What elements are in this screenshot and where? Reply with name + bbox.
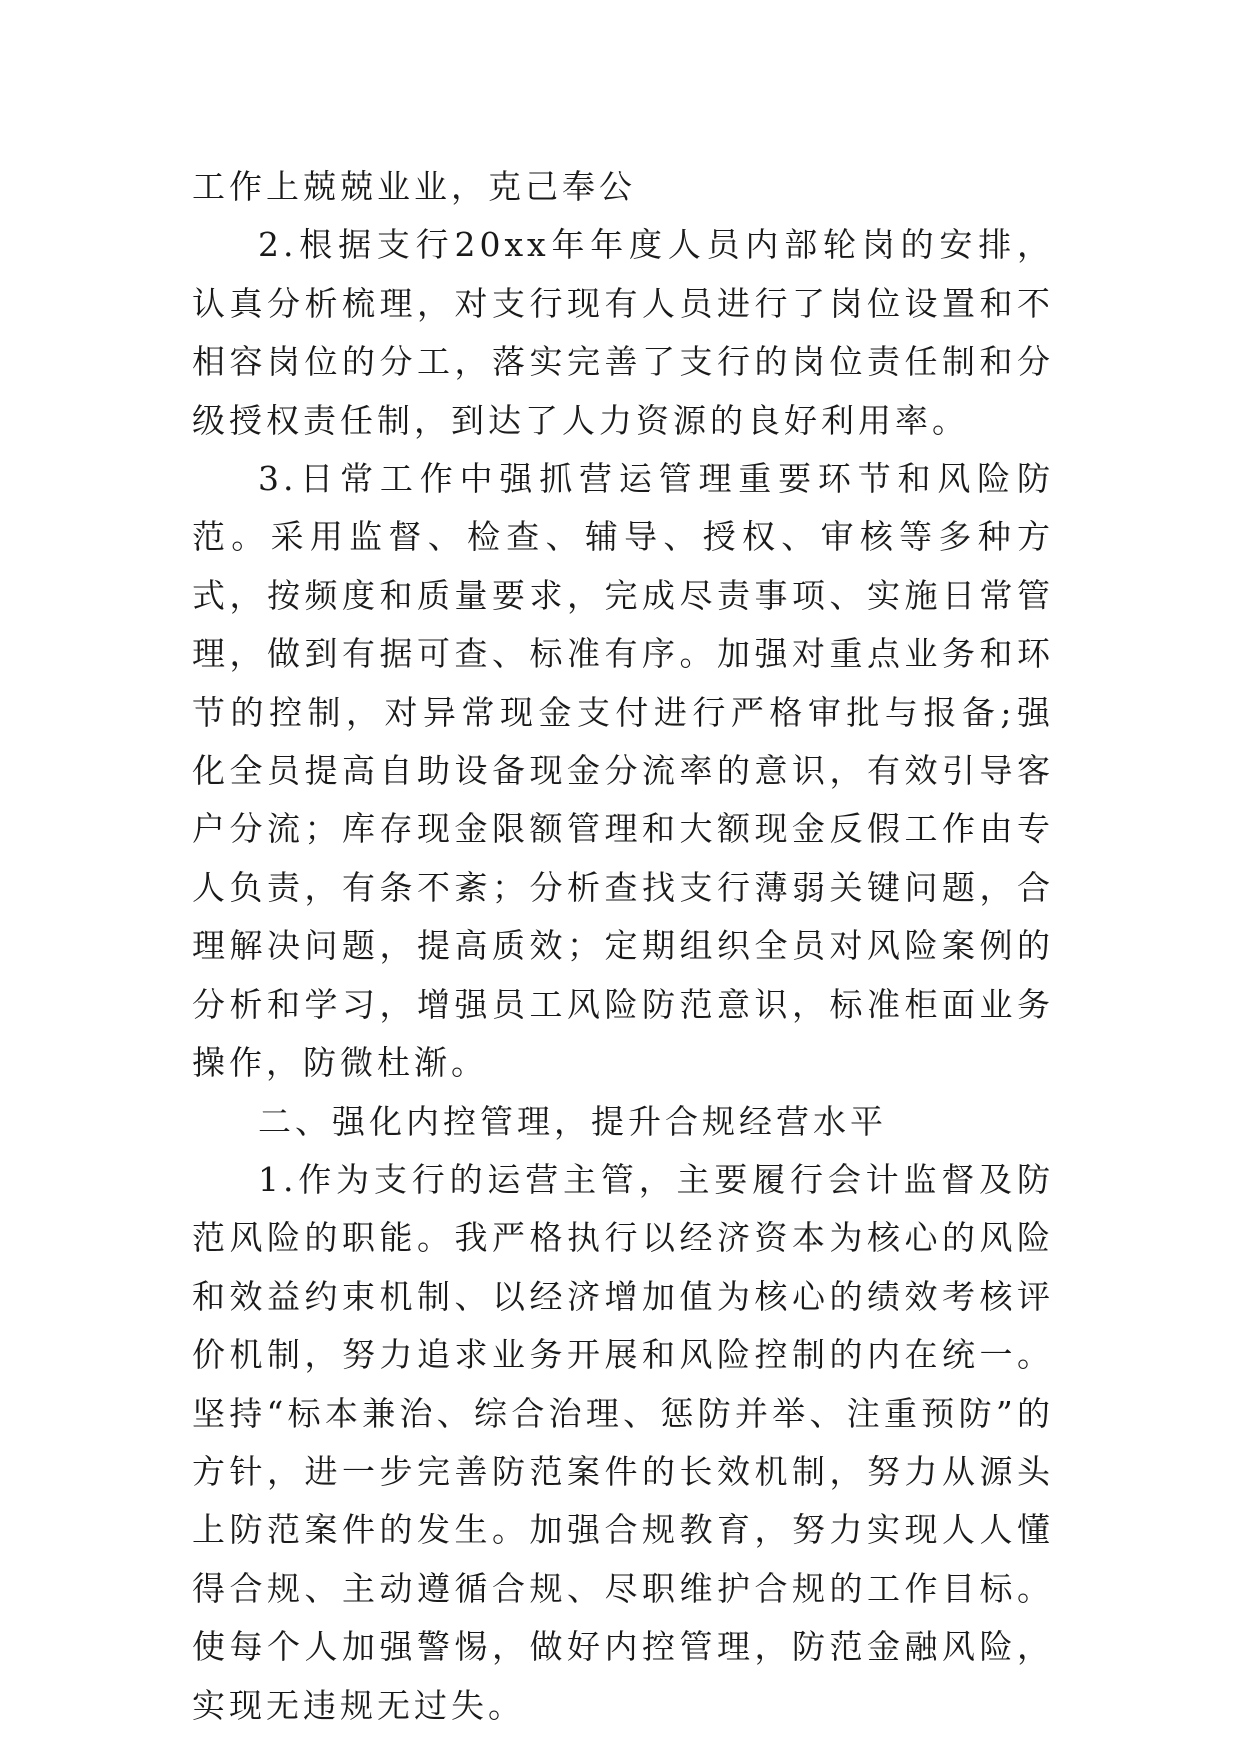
section-heading-2: 二、强化内控管理，提升合规经营水平 <box>258 1101 887 1141</box>
document-body <box>192 158 1054 1735</box>
paragraph-section2-item-1: 1.作为支行的运营主管，主要履行会计监督及防范风险的职能。我严格执行以经济资本为核心的风险和效益约束机制、以经济增加值为核心的绩效考核评价机制，努力追求业务开展和风险控制的内在统一。坚持“标本兼治、综合治理、惩防并举、注重预防”的方针，进一步完善防范案件的长效机制，努力从源头上防范案件的发生。加强合规教育，努力实现人人懂得合规、主动遵循合规、尽职维护合规的工作目标。使每个人加强警惕，做好内控管理，防范金融风险，实现无违规无过失。 <box>192 1159 1054 1725</box>
paragraph-item-3: 3.日常工作中强抓营运管理重要环节和风险防范。采用监督、检查、辅导、授权、审核等多种方式，按频度和质量要求，完成尽责事项、实施日常管理，做到有据可查、标准有序。加强对重点业务和环节的控制，对异常现金支付进行严格审批与报备;强化全员提高自助设备现金分流率的意识，有效引导客户分流；库存现金限额管理和大额现金反假工作由专人负责，有条不紊；分析查找支行薄弱关键问题，合理解决问题，提高质效；定期组织全员对风险案例的分析和学习，增强员工风险防范意识，标准柜面业务操作，防微杜渐。 <box>192 459 1054 1083</box>
paragraph-item-2: 2.根据支行20xx年年度人员内部轮岗的安排，认真分析梳理，对支行现有人员进行了岗位设置和不相容岗位的分工，落实完善了支行的岗位责任制和分级授权责任制，到达了人力资源的良好利用率。 <box>192 225 1054 440</box>
paragraph-continuation: 工作上兢兢业业，克己奉公 <box>192 167 636 206</box>
